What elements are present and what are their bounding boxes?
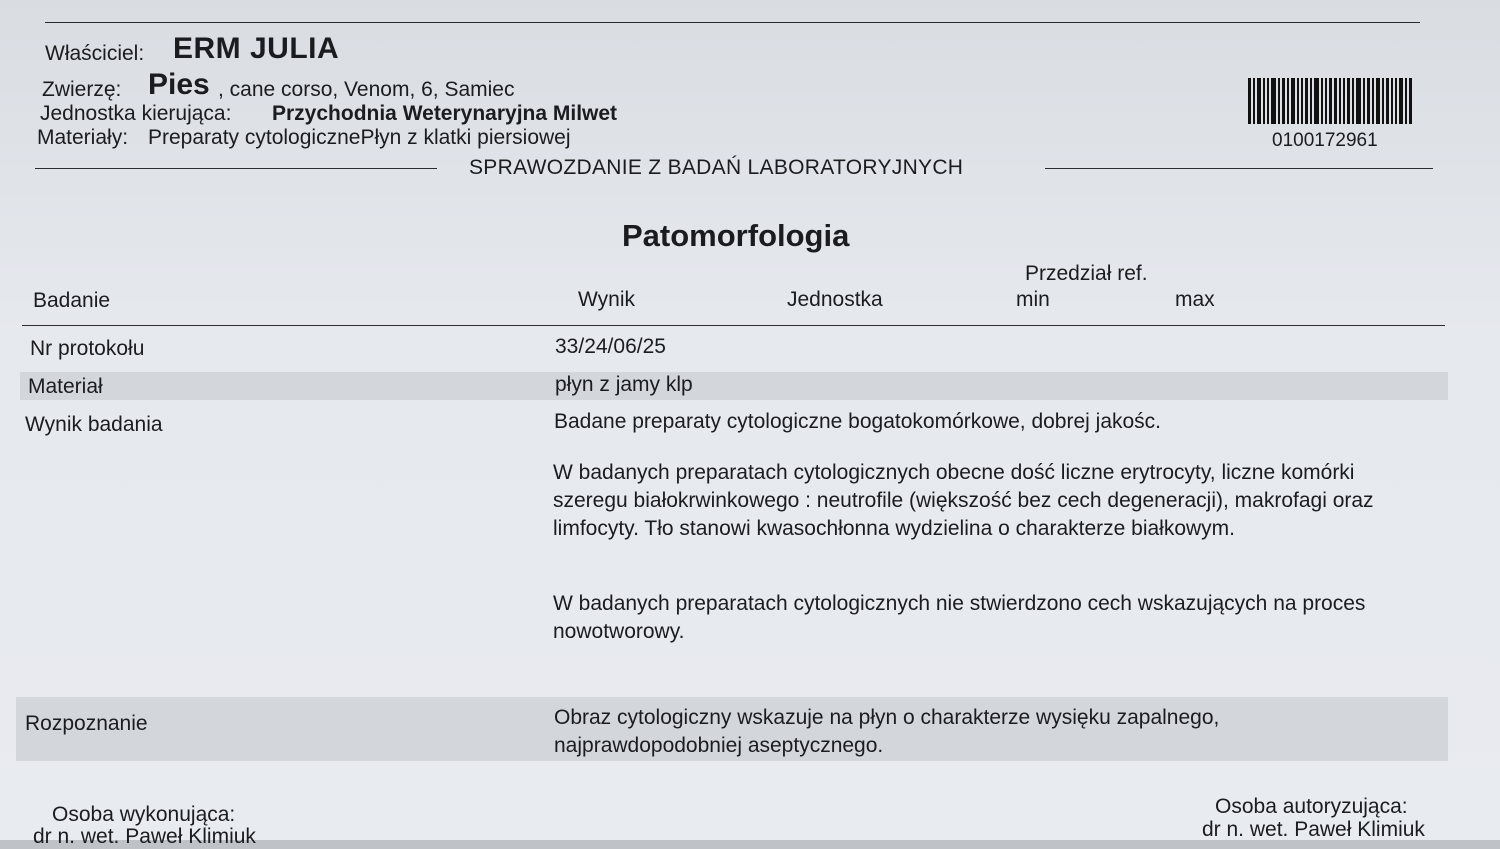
unit-label: Jednostka kierująca: [40,102,232,125]
animal-details: , cane corso, Venom, 6, Samiec [218,78,515,101]
barcode-number: 0100172961 [1272,130,1378,151]
result-paragraph-2: W badanych preparatach cytologicznych obecne dość liczne erytrocyty, liczne komórki szeregu białokrwinkowego : neutrofile (większość bez cech degeneracji), makrofagi oraz limfocyty. Tło stanowi kwasochłonna wydzielina o charakterze białkowym. [553,461,1374,540]
materials-label: Materiały: [37,126,129,149]
header-min: min [1016,288,1050,311]
header-rule [22,325,1445,326]
authorizer-label: Osoba autoryzująca: [1215,795,1408,818]
header-result: Wynik [578,288,635,311]
result-paragraph-1: Badane preparaty cytologiczne bogatokomórkowe, dobrej jakośc. [554,410,1162,433]
header-unit: Jednostka [787,288,883,311]
diagnosis-label: Rozpoznanie [25,712,148,735]
header-max: max [1175,288,1215,311]
result-label: Wynik badania [25,413,163,436]
animal-label: Zwierzę: [42,78,122,101]
protocol-value: 33/24/06/25 [555,335,666,358]
authorizer-name: dr n. wet. Paweł Klimiuk [1202,818,1425,841]
owner-name: ERM JULIA [173,32,340,65]
diagnosis-value: Obraz cytologiczny wskazuje na płyn o charakterze wysięku zapalnego, najprawdopodobniej aseptycznego. [554,706,1220,757]
material-value: płyn z jamy klp [555,373,693,396]
header-ref-range: Przedział ref. [1025,262,1148,285]
title-rule-left [35,168,437,169]
report-title: SPRAWOZDANIE Z BADAŃ LABORATORYJNYCH [469,156,964,179]
barcode [1248,78,1414,124]
material-label: Materiał [28,375,103,398]
performer-name: dr n. wet. Paweł Klimiuk [33,825,256,848]
title-rule-right [1045,168,1433,169]
section-title: Patomorfologia [622,218,850,253]
performer-label: Osoba wykonująca: [52,803,236,826]
header-test: Badanie [33,289,111,312]
animal-species: Pies [148,68,210,101]
materials-value: Preparaty cytologicznePłyn z klatki piersiowej [148,126,571,149]
owner-label: Właściciel: [45,42,145,65]
result-paragraph-3: W badanych preparatach cytologicznych nie stwierdzono cech wskazujących na proces nowotworowy. [553,592,1366,643]
material-row-shade [20,372,1448,400]
unit-name: Przychodnia Weterynaryjna Milwet [272,102,618,125]
protocol-label: Nr protokołu [30,337,145,360]
top-rule [45,22,1420,23]
